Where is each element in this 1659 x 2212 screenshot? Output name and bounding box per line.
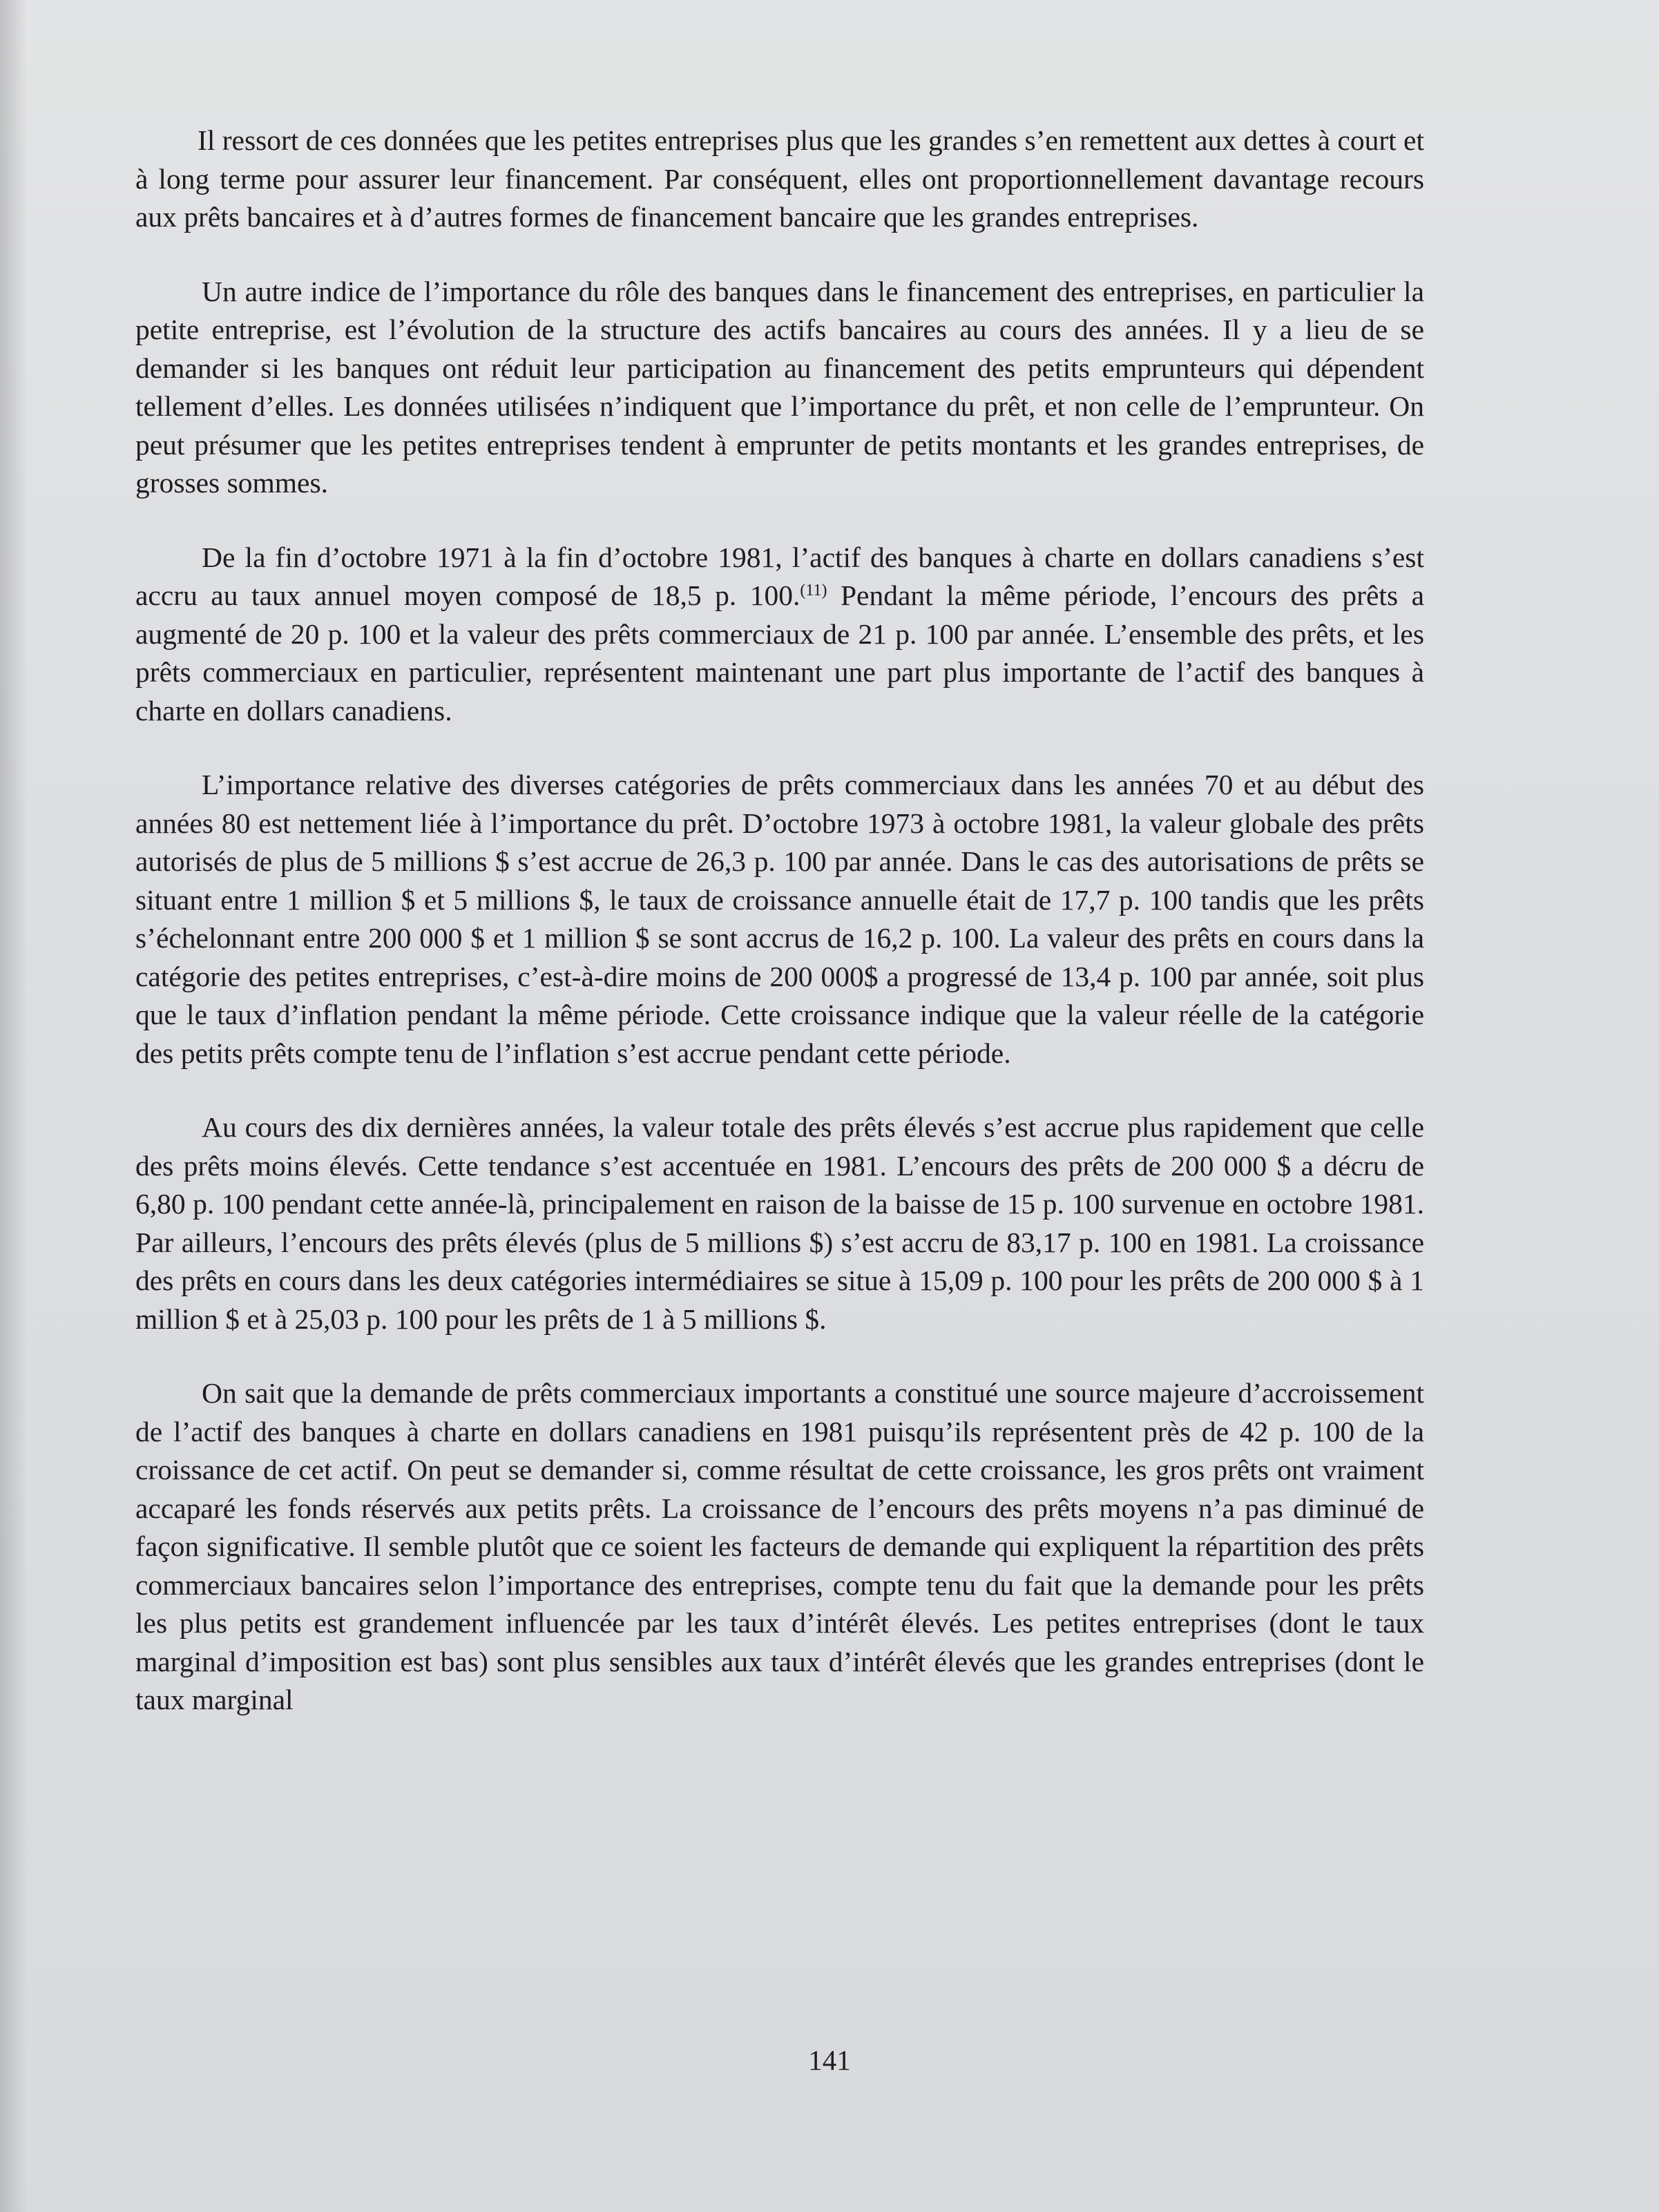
paragraph-3 <box>135 539 1424 731</box>
page-number: 141 <box>808 2044 851 2076</box>
page-edge-shadow <box>0 0 28 2212</box>
footnote-reference: (11) <box>800 581 827 599</box>
paragraph-3-text-after: Pendant la même période, l’encours des prêts a augmenté de 20 p. 100 et la valeur des prêts commerciaux de 21 p. 100 par année. L’ensemble des prêts, et les prêts commerciaux en particulier, représentent maintenant une part plus importante de l’actif des banques à charte en dollars canadiens. <box>135 579 1424 727</box>
paragraph-1: Il ressort de ces données que les petites entreprises plus que les grandes s’en remettent aux dettes à court et à long terme pour assurer leur financement. Par conséquent, elles ont proportionnellement davantage recours aux prêts bancaires et à d’autres formes de financement bancaire que les grandes entreprises. <box>135 124 1424 233</box>
paragraph-2: Un autre indice de l’importance du rôle des banques dans le financement des entreprises, en particulier la petite entreprise, est l’évolution de la structure des actifs bancaires au cours des années. Il y a lieu de se demander si les banques ont réduit leur participation au financement des petits emprunteurs qui dépendent tellement d’elles. Les données utilisées n’indiquent que l’importance du prêt, et non celle de l’emprunteur. On peut présumer que les petites entreprises tendent à emprunter de petits montants et les grandes entreprises, de grosses sommes. <box>135 275 1424 499</box>
body-text <box>135 122 1424 1756</box>
paragraph-5: Au cours des dix dernières années, la valeur totale des prêts élevés s’est accrue plus rapidement que celle des prêts moins élevés. Cette tendance s’est accentuée en 1981. L’encours des prêts de 200 000 $ a décru de 6,80 p. 100 pendant cette année-là, principalement en raison de la baisse de 15 p. 100 survenue en octobre 1981. Par ailleurs, l’encours des prêts élevés (plus de 5 millions $) s’est accru de 83,17 p. 100 en 1981. La croissance des prêts en cours dans les deux catégories intermédiaires se situe à 15,09 p. 100 pour les prêts de 200 000 $ à 1 million $ et à 25,03 p. 100 pour les prêts de 1 à 5 millions $. <box>135 1111 1424 1335</box>
paragraph-3-text-before: De la fin d’octobre 1971 à la fin d’octobre 1981, l’actif des banques à charte en dollars canadiens s’est accru au taux annuel moyen composé de 18,5 p. 100. <box>135 541 1424 611</box>
paragraph-4: L’importance relative des diverses catégories de prêts commerciaux dans les années 70 et au début des années 80 est nettement liée à l’importance du prêt. D’octobre 1973 à octobre 1981, la valeur globale des prêts autorisés de plus de 5 millions $ s’est accrue de 26,3 p. 100 par année. Dans le cas des autorisations de prêts se situant entre 1 million $ et 5 millions $, le taux de croissance annuelle était de 17,7 p. 100 tandis que les prêts s’échelonnant entre 200 000 $ et 1 million $ se sont accrus de 16,2 p. 100. La valeur des prêts en cours dans la catégorie des petites entreprises, c’est-à-dire moins de 200 000$ a progressé de 13,4 p. 100 par année, soit plus que le taux d’inflation pendant la même période. Cette croissance indique que la valeur réelle de la catégorie des petits prêts compte tenu de l’inflation s’est accrue pendant cette période. <box>135 769 1424 1069</box>
paragraph-6: On sait que la demande de prêts commerciaux importants a constitué une source majeure d’accroissement de l’actif des banques à charte en dollars canadiens en 1981 puisqu’ils représentent près de 42 p. 100 de la croissance de cet actif. On peut se demander si, comme résultat de cette croissance, les gros prêts ont vraiment accaparé les fonds réservés aux petits prêts. La croissance de l’encours des prêts moyens n’a pas diminué de façon significative. Il semble plutôt que ce soient les facteurs de demande qui expliquent la répartition des prêts commerciaux bancaires selon l’importance des entreprises, compte tenu du fait que la demande pour les prêts les plus petits est grandement influencée par les taux d’intérêt élevés. Les petites entreprises (dont le taux marginal d’imposition est bas) sont plus sensibles aux taux d’intérêt élevés que les grandes entreprises (dont le taux marginal <box>135 1377 1424 1715</box>
